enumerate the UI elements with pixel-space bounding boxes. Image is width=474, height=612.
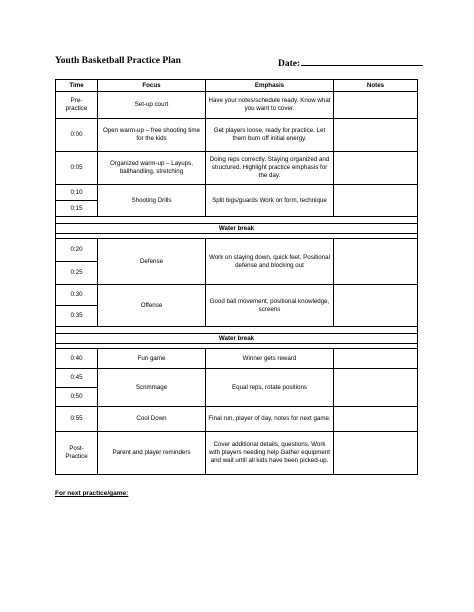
notes-cell[interactable] xyxy=(334,185,418,217)
focus-cell: Fun game xyxy=(98,349,206,369)
table-row xyxy=(56,432,418,475)
emphasis-cell: Doing reps correctly. Staying organized and structured. Highlight practice emphasis for the day. xyxy=(206,152,334,185)
focus-cell: Set-up court xyxy=(98,92,206,119)
notes-cell[interactable] xyxy=(334,349,418,369)
document-title: Youth Basketball Practice Plan xyxy=(55,56,181,66)
notes-cell[interactable] xyxy=(334,285,418,327)
time-cell: 0:20 xyxy=(56,239,98,262)
notes-cell[interactable] xyxy=(334,369,418,407)
table-row xyxy=(56,119,418,152)
focus-cell: Open warm-up – free shooting time for the kids xyxy=(98,119,206,152)
time-cell: 0:25 xyxy=(56,262,98,285)
emphasis-cell: Get players loose, ready for practice. Let them burn off initial energy. xyxy=(206,119,334,152)
practice-plan-table xyxy=(55,79,418,475)
focus-cell: Scrimmage xyxy=(98,369,206,407)
water-break-row xyxy=(56,334,418,344)
time-cell: 0:05 xyxy=(56,152,98,185)
table-row xyxy=(56,349,418,369)
date-label: Date: xyxy=(278,59,301,69)
time-cell: 0:00 xyxy=(56,119,98,152)
notes-cell[interactable] xyxy=(334,92,418,119)
notes-cell[interactable] xyxy=(334,239,418,285)
emphasis-cell: Final run, player of day, notes for next game. xyxy=(206,407,334,432)
col-header-focus: Focus xyxy=(98,80,206,92)
date-field xyxy=(278,56,423,69)
emphasis-cell: Equal reps, rotate positions xyxy=(206,369,334,407)
table-row xyxy=(56,285,418,306)
time-cell: 0:55 xyxy=(56,407,98,432)
col-header-time: Time xyxy=(56,80,98,92)
col-header-notes: Notes xyxy=(334,80,418,92)
focus-cell: Defense xyxy=(98,239,206,285)
time-cell: 0:50 xyxy=(56,388,98,407)
focus-cell: Shooting Drills xyxy=(98,185,206,217)
table-spacer-row xyxy=(56,327,418,334)
time-cell: 0:10 xyxy=(56,185,98,201)
time-cell: 0:35 xyxy=(56,306,98,327)
time-cell: Post-Practice xyxy=(56,432,98,475)
time-cell: 0:45 xyxy=(56,369,98,388)
focus-cell: Cool Down xyxy=(98,407,206,432)
water-break-label: Water break xyxy=(56,334,418,344)
table-header-row xyxy=(56,80,418,92)
time-cell: 0:40 xyxy=(56,349,98,369)
table-row xyxy=(56,407,418,432)
notes-cell[interactable] xyxy=(334,407,418,432)
table-row xyxy=(56,239,418,262)
emphasis-cell: Good ball movement, positional knowledge, screens xyxy=(206,285,334,327)
emphasis-cell: Work on staying down, quick feet. Positional defense and blocking out xyxy=(206,239,334,285)
col-header-emphasis: Emphasis xyxy=(206,80,334,92)
emphasis-cell: Have your notes/schedule ready. Know what you want to cover. xyxy=(206,92,334,119)
emphasis-cell: Winner gets reward xyxy=(206,349,334,369)
emphasis-cell: Cover additional details, questions. Work with players needing help Gather equipment and wait until all kids have been picked-up. xyxy=(206,432,334,475)
focus-cell: Offense xyxy=(98,285,206,327)
focus-cell: Organized warm-up – Layups, ballhandling, stretching xyxy=(98,152,206,185)
table-row xyxy=(56,92,418,119)
water-break-label: Water break xyxy=(56,224,418,234)
table-row xyxy=(56,369,418,388)
time-cell: 0:15 xyxy=(56,201,98,217)
water-break-row xyxy=(56,224,418,234)
table-row xyxy=(56,152,418,185)
date-blank-line xyxy=(301,56,423,66)
focus-cell: Parent and player reminders xyxy=(98,432,206,475)
spacer-cell xyxy=(56,327,418,334)
emphasis-cell: Split bigs/guards Work on form, technique xyxy=(206,185,334,217)
next-practice-label: For next practice/game: xyxy=(55,490,129,497)
time-cell: Pre-practice xyxy=(56,92,98,119)
spacer-cell xyxy=(56,217,418,224)
table-row xyxy=(56,185,418,201)
time-cell: 0:30 xyxy=(56,285,98,306)
table-spacer-row xyxy=(56,217,418,224)
notes-cell[interactable] xyxy=(334,432,418,475)
notes-cell[interactable] xyxy=(334,119,418,152)
notes-cell[interactable] xyxy=(334,152,418,185)
